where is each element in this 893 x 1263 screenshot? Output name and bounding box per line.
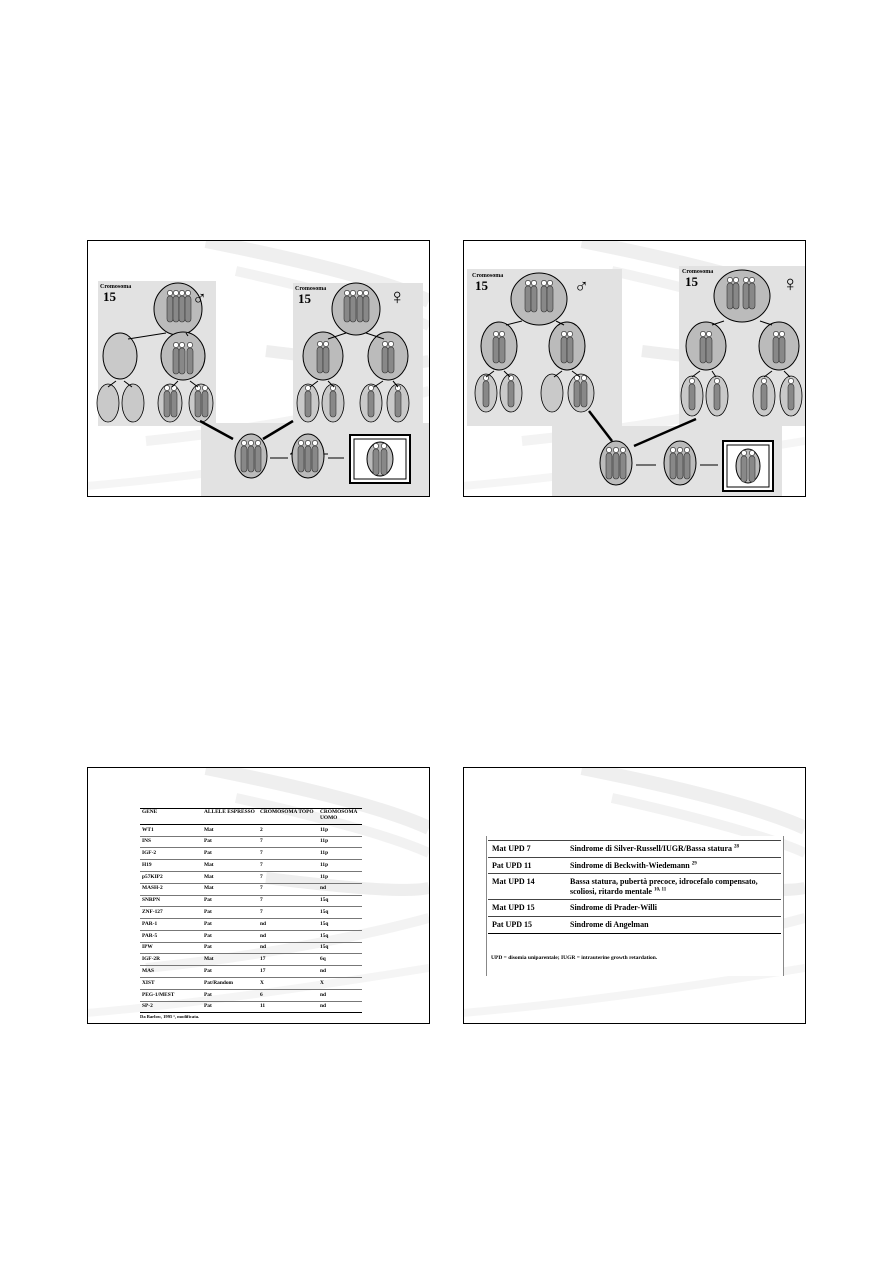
mouse-chromosome-cell: nd [258,942,318,954]
allele-cell: Pat [202,919,258,931]
allele-cell: Mat [202,954,258,966]
gene-cell: INS [140,836,202,848]
male-symbol-icon: ♂ [574,276,589,298]
allele-cell: Pat [202,836,258,848]
upd-type: Mat UPD 15 [488,900,566,917]
syndrome-name: Sindrome di Beckwith-Wiedemann $^{29}$ [566,857,781,874]
gene-cell: SNRPN [140,895,202,907]
human-chromosome-cell: X [318,978,362,990]
mouse-chromosome-cell: X [258,978,318,990]
chromosome-label [100,284,131,303]
chromosome-label-female [295,286,326,305]
column-header: CROMOSOMA TOPO [258,809,318,825]
reference-number: 29 [691,860,697,866]
chromosome-number: 15 [103,289,116,304]
table-row [140,966,362,978]
reference-number: 28 [734,844,740,850]
mouse-chromosome-cell: 7 [258,907,318,919]
slide-chromosome-15-diagram-1 [87,240,430,497]
mouse-chromosome-cell: 17 [258,966,318,978]
chromosome-word: Cromosoma [295,286,327,292]
syndrome-name: Sindrome di Silver-Russell/IUGR/Bassa statura $^{28}$ [566,841,781,858]
male-symbol-icon: ♂ [192,288,207,310]
mouse-chromosome-cell: 7 [258,836,318,848]
gene-cell: H19 [140,860,202,872]
chromosome-number: 15 [475,278,488,293]
slide-chromosome-15-diagram-2 [463,240,806,497]
chromosome-word: Cromosoma [472,273,504,279]
upd-syndromes-table [488,840,781,934]
human-chromosome-cell: 6q [318,954,362,966]
mouse-chromosome-cell: 11 [258,1001,318,1013]
column-header: CROMOSOMA UOMO [318,809,362,825]
syndrome-name: Bassa statura, pubertà precoce, idrocefalo compensato, scoliosi, ritardo mentale $^{10, 11}$ [566,874,781,900]
upd-type: Pat UPD 11 [488,857,566,874]
gene-cell: IGF-2R [140,954,202,966]
allele-cell: Pat [202,895,258,907]
human-chromosome-cell: 11p [318,860,362,872]
human-chromosome-cell: 11p [318,872,362,884]
mouse-chromosome-cell: nd [258,919,318,931]
slide-imprinted-genes-table [87,767,430,1024]
mouse-chromosome-cell: 7 [258,860,318,872]
chromosome-label [472,273,503,292]
reference-number: 10, 11 [653,887,667,893]
human-chromosome-cell: 15q [318,919,362,931]
gene-cell: MAS [140,966,202,978]
table-row [488,841,781,858]
gene-cell: PEG-1/MEST [140,989,202,1001]
gene-cell: IPW [140,942,202,954]
allele-cell: Pat [202,930,258,942]
table-row [140,883,362,895]
allele-cell: Pat [202,1001,258,1013]
female-symbol-icon: ♀ [782,271,799,296]
table-row [488,900,781,917]
table-footnote: UPD = disomia uniparentale; IUGR = intrauterine growth retardation. [491,955,658,961]
table-row [488,874,781,900]
upd-type: Pat UPD 15 [488,916,566,933]
upd-type: Mat UPD 7 [488,841,566,858]
table-row [140,978,362,990]
human-chromosome-cell: nd [318,966,362,978]
table-row [140,824,362,836]
syndrome-name: Sindrome di Prader-Willi [566,900,781,917]
allele-cell: Mat [202,860,258,872]
slide-upd-syndromes [463,767,806,1024]
chromosome-label-female [682,269,713,288]
table-row [140,907,362,919]
allele-cell: Mat [202,883,258,895]
allele-cell: Pat [202,966,258,978]
mouse-chromosome-cell: 17 [258,954,318,966]
gene-cell: SP-2 [140,1001,202,1013]
chromosome-word: Cromosoma [100,284,132,290]
allele-cell: Mat [202,824,258,836]
table-row [488,916,781,933]
gene-cell: MASH-2 [140,883,202,895]
imprinting-diagram [464,241,806,497]
human-chromosome-cell: 11p [318,848,362,860]
chromosome-number: 15 [685,274,698,289]
chromosome-word: Cromosoma [682,269,714,275]
human-chromosome-cell: nd [318,883,362,895]
table-header-row [140,809,362,825]
allele-cell: Pat [202,989,258,1001]
table-row [140,989,362,1001]
imprinting-diagram [88,241,430,497]
table-row [140,919,362,931]
column-header: GENE [140,809,202,825]
mouse-chromosome-cell: nd [258,930,318,942]
allele-cell: Pat [202,907,258,919]
table-row [140,872,362,884]
human-chromosome-cell: 11p [318,836,362,848]
gene-cell: PAR-5 [140,930,202,942]
human-chromosome-cell: 15q [318,895,362,907]
gene-cell: ZNF-127 [140,907,202,919]
table-row [140,954,362,966]
human-chromosome-cell: 15q [318,907,362,919]
table-row [140,930,362,942]
human-chromosome-cell: 15q [318,942,362,954]
table-row [140,848,362,860]
mouse-chromosome-cell: 2 [258,824,318,836]
gene-cell: PAR-1 [140,919,202,931]
human-chromosome-cell: 15q [318,930,362,942]
gene-cell: XIST [140,978,202,990]
mouse-chromosome-cell: 6 [258,989,318,1001]
column-header: ALLELE ESPRESSO [202,809,258,825]
gene-cell: IGF-2 [140,848,202,860]
table-row [488,857,781,874]
human-chromosome-cell: nd [318,1001,362,1013]
table-row [140,895,362,907]
gene-cell: WT1 [140,824,202,836]
chromosome-number: 15 [298,291,311,306]
table-row [140,836,362,848]
mouse-chromosome-cell: 7 [258,848,318,860]
imprinted-genes-table [140,808,362,1013]
allele-cell: Pat/Random [202,978,258,990]
human-chromosome-cell: 11p [318,824,362,836]
mouse-chromosome-cell: 7 [258,883,318,895]
mouse-chromosome-cell: 7 [258,872,318,884]
table-row [140,1001,362,1013]
syndrome-name: Sindrome di Angelman [566,916,781,933]
human-chromosome-cell: nd [318,989,362,1001]
mouse-chromosome-cell: 7 [258,895,318,907]
female-symbol-icon: ♀ [389,284,406,309]
allele-cell: Mat [202,872,258,884]
allele-cell: Pat [202,942,258,954]
upd-type: Mat UPD 14 [488,874,566,900]
gene-cell: p57KIP2 [140,872,202,884]
table-row [140,860,362,872]
allele-cell: Pat [202,848,258,860]
table-footnote: Da Barlow, 1995 ¹, modificata. [140,1014,200,1019]
table-row [140,942,362,954]
